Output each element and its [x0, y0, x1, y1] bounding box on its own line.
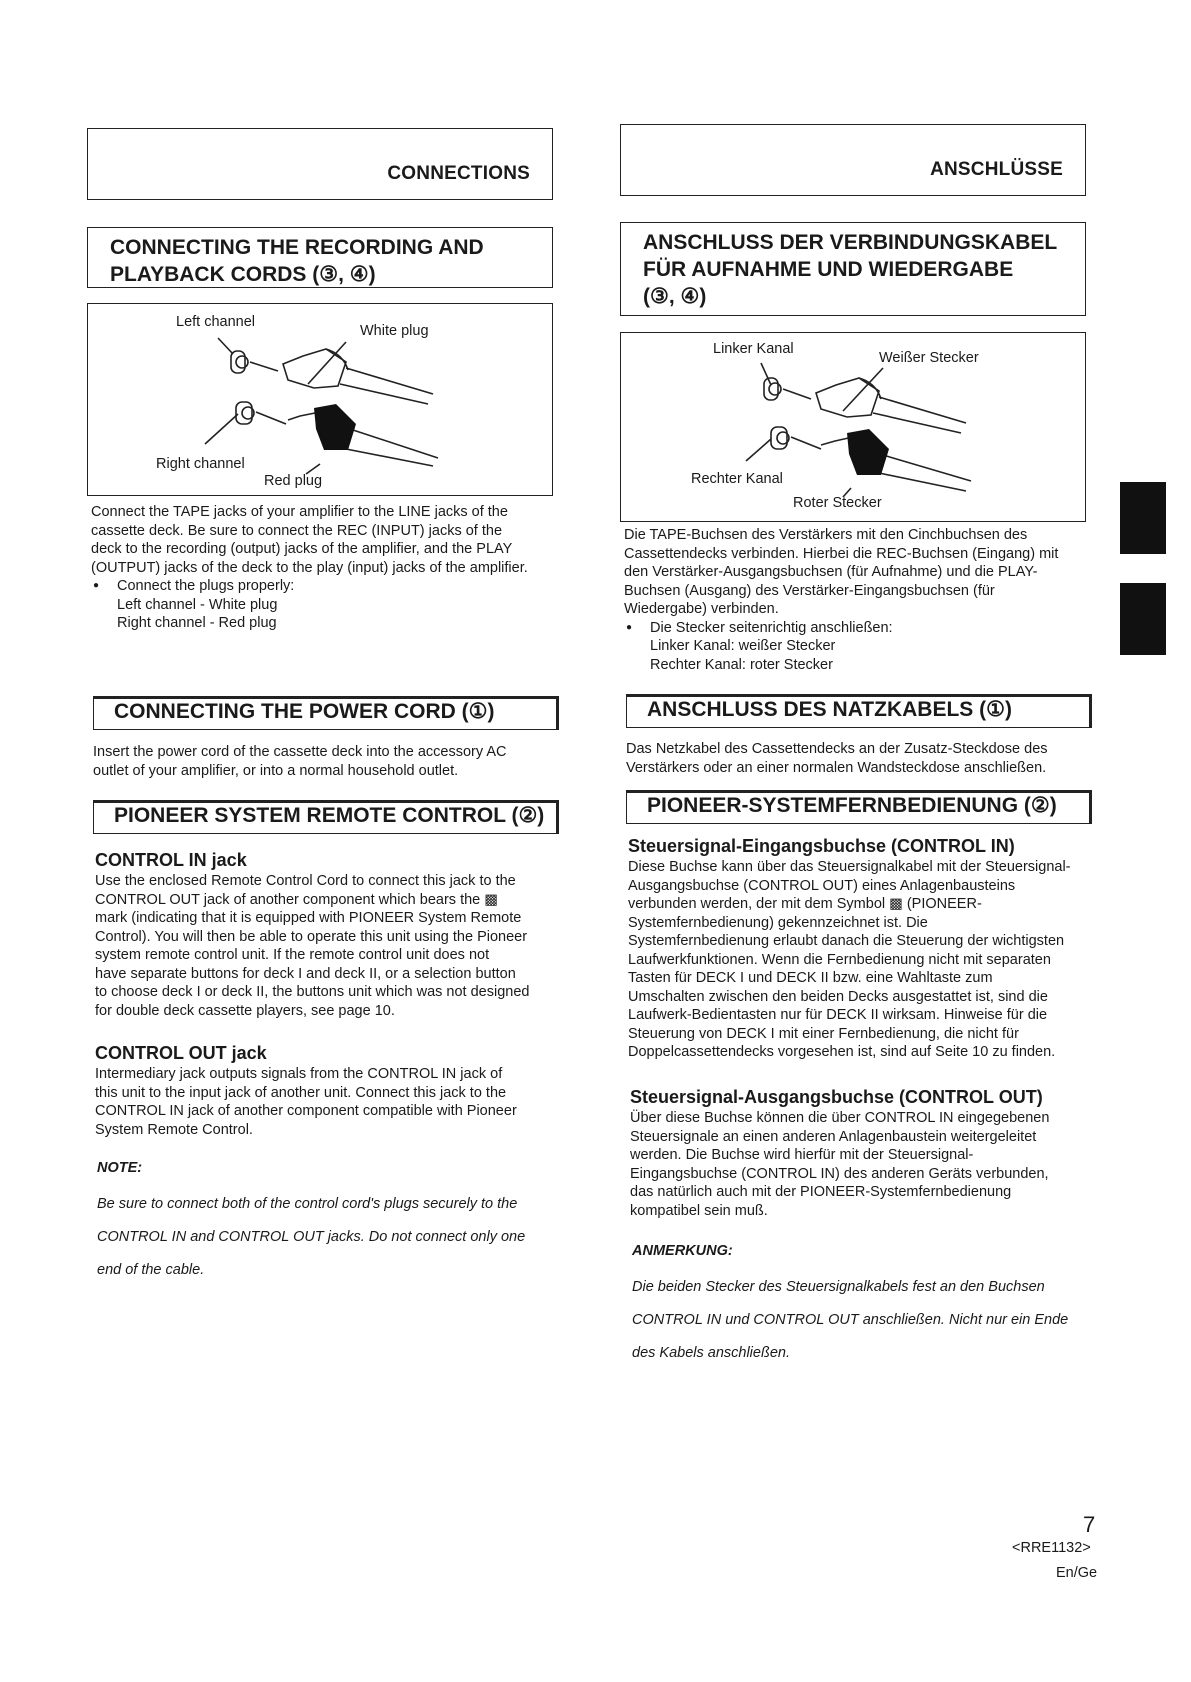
en-control-out-line: this unit to the input jack of another unit. Connect this jack to the	[95, 1084, 507, 1101]
en-sec1-title-line2: PLAYBACK CORDS (③, ④)	[110, 263, 376, 286]
plug-diagram	[621, 333, 1087, 523]
en-power-text	[93, 743, 563, 780]
de-control-in-line: Ausgangsbuchse (CONTROL OUT) eines Anlagenbausteins	[628, 877, 1016, 894]
de-control-in-line: verbunden werden, der mit dem Symbol ▩ (PIONEER-	[628, 896, 982, 912]
de-control-out-line: Eingangsbuchse (CONTROL IN) des anderen Geräts verbunden,	[630, 1165, 1049, 1182]
side-tab-upper	[1120, 482, 1166, 554]
en-control-in-line: have separate buttons for deck I and deck II, or a selection button	[95, 965, 516, 982]
de-recording-line: Die TAPE-Buchsen des Verstärkers mit den Cinchbuchsen des	[624, 527, 1028, 543]
en-section-power-title	[93, 696, 559, 730]
en-bullet-sub: Left channel - White plug	[117, 596, 278, 613]
header-title-en: CONNECTIONS	[387, 163, 530, 184]
en-control-in-title: CONTROL IN jack	[95, 850, 247, 870]
en-sec2-title: CONNECTING THE POWER CORD (①)	[114, 700, 495, 723]
en-p1-line: Connect the TAPE jacks of your amplifier to the LINE jacks of the	[91, 504, 508, 520]
en-note-line: CONTROL IN and CONTROL OUT jacks. Do not connect only one	[97, 1228, 526, 1245]
de-sec2-title: ANSCHLUSS DES NATZKABELS (①)	[647, 698, 1012, 721]
de-sec1-title-line3: (③, ④)	[643, 285, 707, 308]
de-note-text	[632, 1263, 1106, 1377]
en-control-in-text	[95, 872, 565, 1020]
en-section-remote-title	[93, 800, 559, 834]
en-p1-line: deck to the recording (output) jacks of the amplifier, and the PLAY	[91, 541, 513, 557]
fig-label-right-channel: Right channel	[156, 456, 245, 472]
en-power-line: outlet of your amplifier, or into a normal household outlet.	[93, 762, 459, 779]
en-control-out-title: CONTROL OUT jack	[95, 1043, 267, 1063]
en-bullet-item: ● Connect the plugs properly:	[91, 577, 561, 596]
en-control-in-line: system remote control unit. If the remote control unit does not	[95, 947, 490, 963]
de-control-out-line: werden. Die Buchse wird hierfür mit der Steuersignal-	[630, 1147, 974, 1163]
fig-label-left-channel: Left channel	[176, 314, 256, 330]
de-control-out-title: Steuersignal-Ausgangsbuchse (CONTROL OUT)	[630, 1087, 1043, 1107]
en-control-in-line: Control). You will then be able to operate this unit using the Pioneer	[95, 928, 528, 945]
de-control-out-text	[630, 1109, 1104, 1220]
en-bullet-sub: Right channel - Red plug	[117, 615, 277, 631]
en-sec3-title: PIONEER SYSTEM REMOTE CONTROL (②)	[114, 804, 545, 827]
en-control-out-line: CONTROL IN jack of another component compatible with Pioneer	[95, 1103, 517, 1119]
de-recording-text	[624, 526, 1098, 674]
page-number: 7	[1083, 1512, 1096, 1537]
de-control-in-line: Steuerung von DECK I mit einer Fernbedienung, die nicht für	[628, 1025, 1019, 1042]
fig-label-weisser-stecker: Weißer Stecker	[879, 350, 979, 366]
de-section-power-title	[626, 694, 1092, 728]
de-control-in-line: Systemfernbedienung erlaubt danach die Steuerung der wichtigsten	[628, 933, 1065, 949]
en-power-line: Insert the power cord of the cassette deck into the accessory AC	[93, 744, 507, 760]
de-sec1-title-line2: FÜR AUFNAHME UND WIEDERGABE	[643, 258, 1014, 281]
en-control-in-line: CONTROL OUT jack of another component which bears the ▩	[95, 891, 498, 908]
header-box-en	[87, 128, 553, 200]
header-box-de	[620, 124, 1086, 196]
en-control-out-text	[95, 1065, 565, 1139]
en-p1-line: cassette deck. Be sure to connect the REC (INPUT) jacks of the	[91, 522, 503, 539]
de-control-in-text	[628, 858, 1102, 1062]
doc-code: <RRE1132>	[1012, 1540, 1091, 1556]
fig-label-rechter-kanal: Rechter Kanal	[691, 471, 783, 487]
de-bullet-sub: Linker Kanal: weißer Stecker	[650, 638, 836, 654]
de-control-in-line: Systemfernbedienung) gekennzeichnet ist. Die	[628, 914, 928, 931]
de-control-in-line: Umschalten zwischen den beiden Decks ausgestattet ist, sind die	[628, 988, 1048, 1005]
de-control-out-line: Steuersignale an einen anderen Anlagenbaustein weitergeleitet	[630, 1128, 1037, 1145]
de-control-in-line: Laufwerkfunktionen. Wenn die Fernbedienung nicht mit separaten	[628, 951, 1051, 968]
en-note-text	[97, 1180, 567, 1294]
de-note-line: CONTROL IN und CONTROL OUT anschließen. Nicht nur ein Ende	[632, 1311, 1069, 1328]
en-control-in-line: Use the enclosed Remote Control Cord to connect this jack to the	[95, 873, 516, 889]
en-p1-line: (OUTPUT) jacks of the deck to the play (input) jacks of the amplifier.	[91, 559, 528, 576]
fig-label-linker-kanal: Linker Kanal	[713, 341, 794, 357]
en-section-recording-title	[87, 227, 553, 288]
de-sec1-title-line1: ANSCHLUSS DER VERBINDUNGSKABEL	[643, 231, 1058, 254]
de-bullet-item: ● Die Stecker seitenrichtig anschließen:	[624, 619, 1098, 638]
de-bullet-sub: Rechter Kanal: roter Stecker	[650, 656, 833, 673]
en-control-out-line: System Remote Control.	[95, 1121, 253, 1138]
en-sec1-title-line1: CONNECTING THE RECORDING AND	[110, 236, 484, 259]
de-recording-line: Cassettendecks verbinden. Hierbei die REC-Buchsen (Eingang) mit	[624, 545, 1059, 562]
side-tab-lower	[1120, 583, 1166, 655]
de-section-remote-title	[626, 790, 1092, 824]
en-control-in-line: to choose deck I or deck II, the buttons unit which was not designed	[95, 984, 530, 1000]
en-control-in-line: for double deck cassette players, see page 10.	[95, 1002, 395, 1019]
fig-label-roter-stecker: Roter Stecker	[793, 495, 882, 511]
de-control-out-line: kompatibel sein muß.	[630, 1202, 768, 1219]
en-note-line: Be sure to connect both of the control cord's plugs securely to the	[97, 1195, 518, 1212]
de-note-line: des Kabels anschließen.	[632, 1344, 790, 1361]
de-control-in-line: Doppelcassettendecks vorgesehen ist, sind auf Seite 10 zu finden.	[628, 1044, 1056, 1060]
fig-label-red-plug: Red plug	[264, 473, 323, 489]
de-recording-line: Buchsen (Ausgang) des Verstärker-Eingangsbuchsen (für	[624, 582, 995, 599]
de-sec3-title: PIONEER-SYSTEMFERNBEDIENUNG (②)	[647, 794, 1057, 817]
de-power-line: Verstärkers oder an einer normalen Wandsteckdose anschließen.	[626, 759, 1047, 776]
de-power-text	[626, 740, 1096, 777]
en-note-line: end of the cable.	[97, 1261, 205, 1278]
header-title-de: ANSCHLÜSSE	[930, 159, 1063, 180]
de-connection-figure	[620, 332, 1086, 522]
de-note-title: ANMERKUNG:	[632, 1243, 733, 1259]
de-power-line: Das Netzkabel des Cassettendecks an der Zusatz-Steckdose des	[626, 741, 1048, 757]
en-control-out-line: Intermediary jack outputs signals from the CONTROL IN jack of	[95, 1066, 503, 1082]
en-control-in-line: mark (indicating that it is equipped with PIONEER System Remote	[95, 910, 522, 926]
de-note-line: Die beiden Stecker des Steuersignalkabels fest an den Buchsen	[632, 1278, 1045, 1295]
de-control-in-line: Laufwerk-Bedientasten nur für DECK II wirksam. Hinweise für die	[628, 1007, 1048, 1023]
en-recording-text	[91, 503, 561, 633]
de-recording-line: den Verstärker-Ausgangsbuchsen (für Aufnahme) und die PLAY-	[624, 564, 1038, 580]
en-note-title: NOTE:	[97, 1160, 143, 1176]
de-control-out-line: das natürlich auch mit der PIONEER-Systemfernbedienung	[630, 1184, 1012, 1200]
fig-label-white-plug: White plug	[360, 323, 429, 339]
plug-diagram	[88, 304, 554, 497]
de-control-in-line: Diese Buchse kann über das Steuersignalkabel mit der Steuersignal-	[628, 859, 1071, 875]
de-section-recording-title	[620, 222, 1086, 316]
de-recording-line: Wiedergabe) verbinden.	[624, 601, 779, 617]
de-control-in-line: Tasten für DECK I und DECK II bzw. eine Wahltaste zum	[628, 970, 993, 986]
de-control-out-line: Über diese Buchse können die über CONTROL IN eingegebenen	[630, 1110, 1050, 1126]
de-control-in-title: Steuersignal-Eingangsbuchse (CONTROL IN)	[628, 836, 1015, 856]
lang-code: En/Ge	[1056, 1565, 1098, 1581]
en-connection-figure	[87, 303, 553, 496]
